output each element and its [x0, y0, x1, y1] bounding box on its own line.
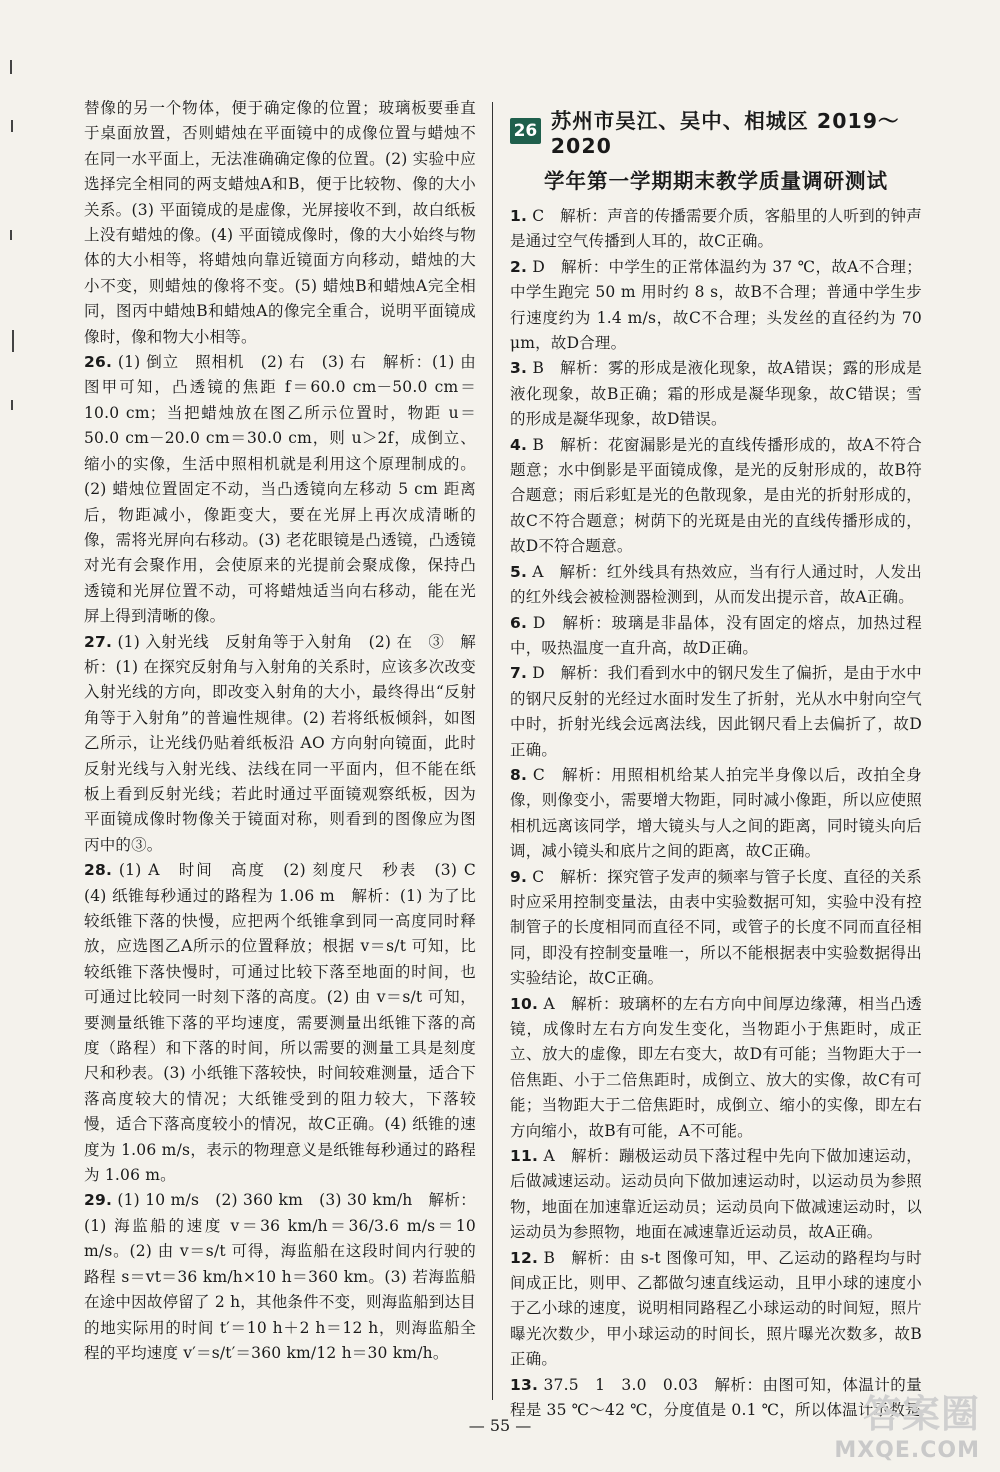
question-number: 28. [84, 861, 113, 880]
answer-continuation: 替像的另一个物体，便于确定像的位置；玻璃板要垂直于桌面放置，否则蜡烛在平面镜中的成像位置与蜡烛不在同一水平面上，无法准确确定像的位置。(2) 实验中应选择完全相同的两支蜡烛A和B，便于比较物、像的大小关系。(3) 平面镜成的是虚像，光屏接收不到，故白纸板上没有蜡烛的像。(4) 平面镜成像时，像的大小始终与物体的大小相等，将蜡烛向靠近镜面方向移动，蜡烛的大小不变，则蜡烛的像将不变。(5) 蜡烛B和蜡烛A完全相同，图丙中蜡烛B和蜡烛A的像完全重合，说明平面镜成像时，像和物大小相等。 [84, 99, 476, 346]
answer-6: 6. D 解析：玻璃是非晶体，没有固定的熔点，加热过程中，吸热温度一直升高，故D正确。 [510, 613, 922, 657]
answer-10: 10. A 解析：玻璃杯的左右方向中间厚边缘薄，相当凸透镜，成像时左右方向发生变化，当物距小于焦距时，成正立、放大的虚像，即左右变大，故D有可能；当物距大于一倍焦距、小于二倍焦距时，成倒立、放大的实像，故C有可能；当物距大于二倍焦距时，成倒立、缩小的实像，即左右方向缩小，故B有可能，A不可能。 [510, 994, 922, 1140]
answer-7: 7. D 解析：我们看到水中的钢尺发生了偏折，是由于水中的钢尺反射的光经过水面时发生了折射，光从水中射向空气中时，折射光线会远离法线，因此钢尺看上去偏折了，故D正确。 [510, 664, 922, 759]
binding-marks [10, 60, 16, 660]
column-divider [492, 102, 493, 1400]
question-number: 9. [510, 867, 528, 886]
answer-4: 4. B 解析：花窗漏影是光的直线传播形成的，故A不符合题意；水中倒影是平面镜成像，是光的反射形成的，故B符合题意；雨后彩虹是光的色散现象，是由光的折射形成的，故C不符合题意；树荫下的光斑是由光的直线传播形成的，故D不符合题意。 [510, 435, 922, 556]
section-header [510, 104, 922, 194]
left-column [84, 96, 492, 1366]
question-number: 12. [510, 1248, 539, 1267]
answer-1: 1. C 解析：声音的传播需要介质，客船里的人听到的钟声是通过空气传播到人耳的，故C正确。 [510, 207, 922, 251]
answer-13: 13. 37.5 1 3.0 0.03 解析：由图可知，体温计的量程是 35 ℃～42 ℃，分度值是 0.1 ℃，所以体温计示数是 [510, 1375, 922, 1420]
watermark-url: MXQE.COM [834, 1437, 980, 1463]
answer-26: 26. (1) 倒立 照相机 (2) 右 (3) 右 解析：(1) 由图甲可知，凸透镜的焦距 f＝60.0 cm－50.0 cm＝10.0 cm；当把蜡烛放在图乙所示位置时，物距 u＝50.0 cm－20.0 cm＝30.0 cm，则 u＞2f，成倒立、缩小的实像，生活中照相机就是利用这个原理制成的。(2) 蜡烛位置固定不动，当凸透镜向左移动 5 cm 距离后，物距减小，像距变大，要在光屏上再次成清晰的像，需将光屏向右移动。(3) 老花眼镜是凸透镜，凸透镜对光有会聚作用，会使原来的光提前会聚成像，保持凸透镜和光屏位置不动，可将蜡烛适当向右移动，能在光屏上得到清晰的像。 [84, 353, 476, 626]
section-title-line1: 苏州市吴江、吴中、相城区 2019～2020 [550, 109, 900, 158]
question-number: 27. [84, 632, 113, 651]
question-number: 11. [510, 1147, 539, 1166]
answer-5: 5. A 解析：红外线具有热效应，当有行人通过时，人发出的红外线会被检测器检测到，从而发出提示音，故A正确。 [510, 562, 922, 607]
question-number: 4. [510, 435, 528, 454]
page-number: — 55 — [468, 1416, 532, 1435]
question-number: 10. [510, 994, 539, 1013]
question-number: 2. [510, 257, 528, 276]
answer-28: 28. (1) A 时间 高度 (2) 刻度尺 秒表 (3) C (4) 纸锥每秒通过的路程为 1.06 m 解析：(1) 为了比较纸锥下落的快慢，应把两个纸锥拿到同一高度同时释放，应选图乙A所示的位置释放；根据 v＝s/t 可知，比较纸锥下落快慢时，可通过比较下落至地面的时间，也可通过比较同一时刻下落的高度。(2) 由 v＝s/t 可知，要测量纸锥下落的平均速度，需要测量出纸锥下落的高度（路程）和下落的时间，所以需要的测量工具是刻度尺和秒表。(3) 小纸锥下落较快，时间较难测量，适合下落高度较大的情况；大纸锥受到的阻力较大，下落较慢，适合下落高度较小的情况，故C正确。(4) 纸锥的速度为 1.06 m/s，表示的物理意义是纸锥每秒通过的路程为 1.06 m。 [84, 861, 492, 1185]
question-number: 3. [510, 359, 528, 378]
question-number: 8. [510, 765, 528, 784]
answer-29: 29. (1) 10 m/s (2) 360 km (3) 30 km/h 解析：(1) 海监船的速度 v＝36 km/h＝36/3.6 m/s＝10 m/s。(2) 由 v＝s/t 可得，海监船在这段时间内行驶的路程 s＝vt＝36 km/h×10 h＝360 km。(3) 若海监船在途中因故停留了 2 h，其他条件不变，则海监船到达目的地实际用的时间 t′＝10 h＋2 h＝12 h，则海监船全程的平均速度 v′＝s/t′＝360 km/12 h＝30 km/h。 [84, 1191, 476, 1362]
site-watermark [834, 1392, 980, 1464]
section-title-line2: 学年第一学期期末教学质量调研测试 [544, 169, 888, 193]
answer-8: 8. C 解析：用照相机给某人拍完半身像以后，改拍全身像，则像变小，需要增大物距，同时减小像距，所以应使照相机远离该同学，增大镜头与人之间的距离，同时镜头向后调，减小镜头和底片之间的距离，故C正确。 [510, 765, 922, 861]
watermark-logo-text: 答案圈 [862, 1392, 980, 1437]
answer-9: 9. C 解析：探究管子发声的频率与管子长度、直径的关系时应采用控制变量法，由表中实验数据可知，实验中没有控制管子的长度相同而直径不同，或管子的长度不同而直径相同，即没有控制变量唯一，所以不能根据表中实验数据得出实验结论，故C正确。 [510, 867, 922, 988]
question-number: 1. [510, 207, 528, 225]
question-number: 29. [84, 1191, 113, 1210]
question-number: 6. [510, 613, 528, 632]
answer-27: 27. (1) 入射光线 反射角等于入射角 (2) 在 ③ 解析：(1) 在探究反射角与入射角的关系时，应该多次改变入射光线的方向，即改变入射角的大小，最终得出“反射角等于入射角”的普遍性规律。(2) 若将纸板倾斜，如图乙所示，让光线仍贴着纸板沿 AO 方向射向镜面，此时反射光线与入射光线、法线在同一平面内，但不能在纸板上看到反射光线；若此时通过平面镜观察纸板，因为平面镜成像时物像关于镜面对称，则看到的图像应为图丙中的③。 [84, 632, 476, 854]
answer-12: 12. B 解析：由 s-t 图像可知，甲、乙运动的路程均与时间成正比，则甲、乙都做匀速直线运动，且甲小球的速度小于乙小球的速度，说明相同路程乙小球运动的时间短，照片曝光次数少，甲小球运动的时间长，照片曝光次数多，故B正确。 [510, 1248, 922, 1369]
answer-11: 11. A 解析：蹦极运动员下落过程中先向下做加速运动，后做减速运动。运动员向下做加速运动时，以运动员为参照物，地面在加速靠近运动员；运动员向下做减速运动时，以运动员为参照物，地面在减速靠近运动员，故A正确。 [510, 1147, 922, 1242]
question-number: 5. [510, 562, 528, 581]
question-number: 13. [510, 1375, 539, 1394]
answer-2: 2. D 解析：中学生的正常体温约为 37 ℃，故A不合理；中学生跑完 50 m 用时约 8 s，故B不合理；普通中学生步行速度约为 1.4 m/s，故C不合理；头发丝的直径约为 70 μm，故D合理。 [510, 257, 922, 353]
question-number: 26. [84, 353, 113, 372]
section-number-badge: 26 [510, 118, 541, 144]
right-column [510, 96, 922, 1424]
answer-3: 3. B 解析：雾的形成是液化现象，故A错误；露的形成是液化现象，故B正确；霜的形成是凝华现象，故C错误；雪的形成是凝华现象，故D错误。 [510, 359, 922, 429]
question-number: 7. [510, 664, 528, 683]
